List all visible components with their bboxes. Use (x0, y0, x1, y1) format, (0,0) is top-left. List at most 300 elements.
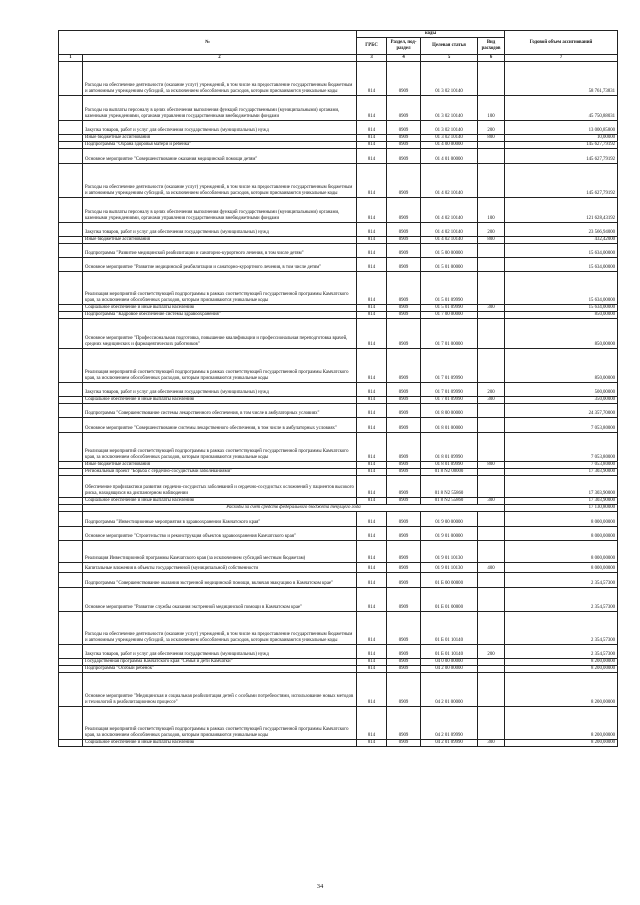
grbs-cell: 814 (357, 573, 387, 588)
table-row (59, 476, 618, 498)
item-name-cell: Подпрограмма "Развитие медицинской реабилитации и санаторно-курортного лечения, в том числе детям" (83, 244, 357, 258)
target-article-cell: 01 4 01 00000 (421, 149, 478, 164)
target-article-cell: 01 4 00 00000 (421, 142, 478, 149)
item-name-cell: Иные бюджетные ассигнования (83, 237, 357, 244)
expense-type-cell (478, 272, 505, 305)
section-cell: 0909 (387, 258, 421, 272)
table-row (59, 349, 618, 383)
section-cell: 0909 (387, 666, 421, 673)
target-article-cell: 01 8 01 00000 (421, 418, 478, 433)
grbs-cell: 814 (357, 512, 387, 527)
amount-cell: 850,00000 (505, 319, 618, 349)
expense-type-cell (478, 573, 505, 588)
section-cell: 0909 (387, 469, 421, 476)
grbs-cell: 814 (357, 135, 387, 142)
row-number-cell (59, 142, 83, 149)
target-article-cell: 01 3 02 10140 (421, 135, 478, 142)
row-number-cell (59, 462, 83, 469)
expense-type-cell (478, 666, 505, 673)
item-name-cell: Основное мероприятие "Медицинская и социальная реабилитация детей с особыми потребностями, использование новых методов и технологий в реабилитационном процессе" (83, 673, 357, 707)
row-number-cell (59, 418, 83, 433)
amount-cell: 121 628,43192 (505, 198, 618, 223)
item-name-cell: Реализация мероприятий соответствующей подпрограммы в рамках соответствующей государственной программы Камчатского края, за исключением обособленных расходов, которым присваиваются уникальные коды (83, 349, 357, 383)
item-name-cell: Закупка товаров, работ и услуг для обеспечения государственных (муниципальных) нужд (83, 645, 357, 659)
item-name-cell: Региональный проект "Борьба с сердечно-сосудистыми заболеваниями" (83, 469, 357, 476)
subtotal-label-cell: Расходы за счет средств федерального бюджета текущего года (83, 505, 505, 512)
expense-type-cell (478, 349, 505, 383)
table-row (59, 198, 618, 223)
table-row (59, 404, 618, 418)
amount-cell: 500,00000 (505, 383, 618, 397)
table-row (59, 149, 618, 164)
table-row (59, 305, 618, 312)
item-name-cell: Основное мероприятие "Развитие службы оказания экстренной медицинской помощи в Камчатском крае" (83, 588, 357, 612)
row-number-cell (59, 349, 83, 383)
item-name-cell: Подпрограмма "Особый ребенок" (83, 666, 357, 673)
row-number-cell (59, 469, 83, 476)
row-number-cell (59, 573, 83, 588)
row-number-cell (59, 164, 83, 198)
target-article-cell: 01 3 02 10140 (421, 96, 478, 121)
section-cell: 0909 (387, 433, 421, 462)
amount-cell: 17 303,90000 (505, 469, 618, 476)
item-name-cell: Подпрограмма "Совершенствование оказания экстренной медицинской помощи, включая эвакуацию в Камчатском крае" (83, 573, 357, 588)
table-row (59, 272, 618, 305)
amount-cell: 8 200,00000 (505, 666, 618, 673)
row-number-cell (59, 740, 83, 747)
section-cell: 0909 (387, 305, 421, 312)
grbs-cell: 814 (357, 707, 387, 740)
target-article-cell: 01 8 01 09990 (421, 433, 478, 462)
expense-type-cell: 300 (478, 397, 505, 404)
expense-type-cell (478, 418, 505, 433)
row-number-cell (59, 223, 83, 237)
section-cell: 0909 (387, 96, 421, 121)
target-article-cell: 04 2 01 00000 (421, 673, 478, 707)
table-row (59, 527, 618, 541)
annual-volume-header: Годовой объем ассигнований (505, 31, 618, 55)
target-article-cell: 01 Б 01 00000 (421, 588, 478, 612)
section-cell: 0909 (387, 312, 421, 319)
amount-cell: 8 000,00000 (505, 541, 618, 563)
table-row (59, 142, 618, 149)
grbs-cell: 814 (357, 476, 387, 498)
grbs-cell: 814 (357, 666, 387, 673)
grbs-cell: 814 (357, 164, 387, 198)
row-number-cell (59, 121, 83, 135)
amount-cell: 15 634,00000 (505, 272, 618, 305)
grbs-cell: 814 (357, 462, 387, 469)
target-article-cell: 01 3 02 10140 (421, 62, 478, 96)
section-cell: 0909 (387, 612, 421, 645)
table-row (59, 512, 618, 527)
item-name-cell: Иные бюджетные ассигнования (83, 462, 357, 469)
item-name-cell: Основное мероприятие "Профессиональная подготовка, повышение квалификации и профессиональная переподготовка врачей, средних медицинских и фармацевтических работников" (83, 319, 357, 349)
grbs-cell: 814 (357, 469, 387, 476)
codes-header: коды (357, 31, 505, 38)
target-article-cell: 01 8 01 09990 (421, 462, 478, 469)
expense-type-cell (478, 659, 505, 666)
row-number-cell (59, 476, 83, 498)
table-row (59, 319, 618, 349)
amount-cell: 850,00000 (505, 349, 618, 383)
amount-cell: 23 566,94000 (505, 223, 618, 237)
section-cell: 0909 (387, 397, 421, 404)
column-number: 5 (421, 55, 478, 62)
target-article-cell: 01 4 02 10140 (421, 198, 478, 223)
section-cell: 0909 (387, 237, 421, 244)
amount-cell: 2 354,57300 (505, 612, 618, 645)
section-header: Раздел, под-раздел (387, 38, 421, 55)
section-cell: 0909 (387, 588, 421, 612)
item-name-cell: Социальное обеспечение и иные выплаты населению (83, 740, 357, 747)
amount-cell: 17 303,90000 (505, 476, 618, 498)
table-row (59, 498, 618, 505)
item-name-cell: Подпрограмма "Кадровое обеспечение системы здравоохранения" (83, 312, 357, 319)
section-cell: 0909 (387, 573, 421, 588)
row-number-cell (59, 312, 83, 319)
expense-type-cell: 100 (478, 198, 505, 223)
grbs-cell: 814 (357, 121, 387, 135)
item-name-cell: Расходы на выплаты персоналу в целях обеспечения выполнения функций государственными (муниципальными) органами, казенными учреждениями, органами управления государственными внебюджетными фондами (83, 198, 357, 223)
column-number: 6 (478, 55, 505, 62)
amount-cell: 8 200,00000 (505, 659, 618, 666)
section-cell: 0909 (387, 198, 421, 223)
row-number-cell (59, 244, 83, 258)
grbs-cell: 814 (357, 397, 387, 404)
item-name-cell: Обеспечение профилактики развития сердечно-сосудистых заболеваний и сердечно-сосудистых осложнений у пациентов высокого риска, находящихся на диспансерном наблюдении (83, 476, 357, 498)
column-number: 4 (387, 55, 421, 62)
row-number-cell (59, 512, 83, 527)
target-article-cell: 01 7 01 09990 (421, 397, 478, 404)
target-article-cell: 04 2 01 09990 (421, 740, 478, 747)
target-article-cell: 01 9 00 00000 (421, 512, 478, 527)
expense-type-cell (478, 244, 505, 258)
item-name-cell: Расходы на обеспечение деятельности (оказание услуг) учреждений, в том числе на предоставление государственным бюджетным и автономным учреждениям субсидий, за исключением обособленных расходов, которым присваиваются уникальные коды (83, 62, 357, 96)
expense-type-cell: 800 (478, 237, 505, 244)
row-number-cell (59, 96, 83, 121)
column-number: 1 (59, 55, 83, 62)
section-cell: 0909 (387, 223, 421, 237)
grbs-cell: 814 (357, 198, 387, 223)
amount-cell: 8 000,00000 (505, 527, 618, 541)
item-name-cell: Расходы на обеспечение деятельности (оказание услуг) учреждений, в том числе на предоставление государственным бюджетным и автономным учреждениям субсидий, за исключением обособленных расходов, которым присваиваются уникальные коды (83, 164, 357, 198)
amount-cell: 7 053,80000 (505, 433, 618, 462)
section-cell: 0909 (387, 272, 421, 305)
target-article-cell: 01 3 02 10140 (421, 121, 478, 135)
amount-cell: 15 634,00000 (505, 305, 618, 312)
expense-type-cell: 300 (478, 305, 505, 312)
grbs-cell: 814 (357, 659, 387, 666)
expense-type-cell (478, 312, 505, 319)
grbs-cell: 814 (357, 223, 387, 237)
target-article-cell: 01 Б 01 10140 (421, 645, 478, 659)
grbs-cell: 814 (357, 349, 387, 383)
expense-type-cell: 300 (478, 740, 505, 747)
table-row (59, 164, 618, 198)
target-article-cell: 01 7 00 00000 (421, 312, 478, 319)
section-cell: 0909 (387, 512, 421, 527)
row-number-cell (59, 505, 83, 512)
item-name-cell: Иные бюджетные ассигнования (83, 135, 357, 142)
section-cell: 0909 (387, 244, 421, 258)
amount-cell: 10,00000 (505, 135, 618, 142)
item-name-cell: Реализация Инвестиционной программы Камчатского края (за исключением субсидий местным бюджетам) (83, 541, 357, 563)
section-cell: 0909 (387, 164, 421, 198)
expense-type-cell (478, 527, 505, 541)
target-article-cell: 04 2 01 09990 (421, 707, 478, 740)
amount-cell: 8 200,00000 (505, 740, 618, 747)
row-number-cell (59, 645, 83, 659)
table-row (59, 666, 618, 673)
table-row (59, 62, 618, 96)
item-name-cell: Расходы на обеспечение деятельности (оказание услуг) учреждений, в том числе на предоставление государственным бюджетным и автономным учреждениям субсидий, за исключением обособленных расходов, которым присваиваются уникальные коды (83, 612, 357, 645)
expense-type-cell (478, 588, 505, 612)
table-row (59, 135, 618, 142)
expense-type-cell (478, 612, 505, 645)
grbs-cell: 814 (357, 319, 387, 349)
item-name-cell: Реализация мероприятий соответствующей подпрограммы в рамках соответствующей государственной программы Камчатского края, за исключением обособленных расходов, которым присваиваются уникальные коды (83, 272, 357, 305)
section-cell: 0909 (387, 476, 421, 498)
grbs-cell: 814 (357, 673, 387, 707)
table-row (59, 96, 618, 121)
table-row (59, 397, 618, 404)
item-name-cell: Основное мероприятие "Строительство и реконструкция объектов здравоохранения Камчатского края" (83, 527, 357, 541)
amount-cell: 24 357,70000 (505, 404, 618, 418)
target-article-cell: 01 5 01 09990 (421, 305, 478, 312)
grbs-cell: 814 (357, 142, 387, 149)
item-name-cell: Подпрограмма "Охрана здоровья матери и ребенка" (83, 142, 357, 149)
table-row (59, 121, 618, 135)
item-name-cell: Подпрограмма "Совершенствование системы лекарственного обеспечения, в том числе в амбулаторных условиях" (83, 404, 357, 418)
section-cell: 0909 (387, 319, 421, 349)
expense-type-cell (478, 319, 505, 349)
table-row (59, 418, 618, 433)
expense-type-header: Вид расходов (478, 38, 505, 55)
expense-type-cell: 400 (478, 563, 505, 573)
item-name-cell: Капитальные вложения в объекты государственной (муниципальной) собственности (83, 563, 357, 573)
row-number-cell (59, 659, 83, 666)
section-cell: 0909 (387, 673, 421, 707)
target-article-cell: 01 7 01 09990 (421, 383, 478, 397)
amount-cell: 7 053,80000 (505, 418, 618, 433)
target-article-cell: 01 9 01 00000 (421, 527, 478, 541)
grbs-cell: 814 (357, 418, 387, 433)
target-article-cell: 01 4 02 10140 (421, 223, 478, 237)
amount-cell: 145 627,79192 (505, 149, 618, 164)
row-number-cell (59, 62, 83, 96)
section-cell: 0909 (387, 541, 421, 563)
table-row (59, 505, 618, 512)
table-row (59, 740, 618, 747)
amount-cell: 8 000,00000 (505, 563, 618, 573)
row-number-cell (59, 612, 83, 645)
table-row (59, 573, 618, 588)
table-row (59, 244, 618, 258)
section-cell: 0909 (387, 383, 421, 397)
target-article-cell: 01 9 01 10130 (421, 541, 478, 563)
section-cell: 0909 (387, 142, 421, 149)
target-article-cell: 01 8 00 00000 (421, 404, 478, 418)
table-row (59, 707, 618, 740)
expense-type-cell (478, 404, 505, 418)
amount-cell: 15 634,00000 (505, 244, 618, 258)
target-article-cell: 04 0 00 00000 (421, 659, 478, 666)
target-article-cell: 01 5 01 00000 (421, 258, 478, 272)
target-article-cell: 01 4 02 10140 (421, 164, 478, 198)
row-number-cell (59, 149, 83, 164)
amount-cell: 45 750,88031 (505, 96, 618, 121)
grbs-cell: 814 (357, 258, 387, 272)
row-number-cell (59, 588, 83, 612)
table-row (59, 237, 618, 244)
item-name-cell: Основное мероприятие "Совершенствование системы лекарственного обеспечения, в том числе в амбулаторных условиях" (83, 418, 357, 433)
target-article-cell: 01 8 N2 00000 (421, 469, 478, 476)
grbs-cell: 814 (357, 433, 387, 462)
section-cell: 0909 (387, 707, 421, 740)
target-article-header: Целевая статья (421, 38, 478, 55)
amount-cell: 850,00000 (505, 312, 618, 319)
target-article-cell: 01 7 01 09990 (421, 349, 478, 383)
grbs-cell: 814 (357, 96, 387, 121)
number-header: № (59, 31, 357, 55)
section-cell: 0909 (387, 645, 421, 659)
table-row (59, 588, 618, 612)
expense-type-cell (478, 512, 505, 527)
section-cell: 0909 (387, 149, 421, 164)
grbs-cell: 814 (357, 149, 387, 164)
section-cell: 0909 (387, 349, 421, 383)
expense-type-cell (478, 469, 505, 476)
row-number-cell (59, 305, 83, 312)
row-number-cell (59, 707, 83, 740)
section-cell: 0909 (387, 527, 421, 541)
item-name-cell: Закупка товаров, работ и услуг для обеспечения государственных (муниципальных) нужд (83, 121, 357, 135)
item-name-cell: Реализация мероприятий соответствующей подпрограммы в рамках соответствующей государственной программы Камчатского края, за исключением обособленных расходов, которым присваиваются уникальные коды (83, 707, 357, 740)
grbs-cell: 814 (357, 498, 387, 505)
amount-cell: 432,42000 (505, 237, 618, 244)
column-number: 7 (505, 55, 618, 62)
target-article-cell: 01 5 01 09990 (421, 272, 478, 305)
row-number-cell (59, 527, 83, 541)
item-name-cell: Социальное обеспечение и иные выплаты населению (83, 305, 357, 312)
grbs-header: ГРБС (357, 38, 387, 55)
row-number-cell (59, 272, 83, 305)
item-name-cell: Государственная программа Камчатского края "Семья и дети Камчатки" (83, 659, 357, 666)
row-number-cell (59, 541, 83, 563)
table-row (59, 645, 618, 659)
grbs-cell: 814 (357, 305, 387, 312)
grbs-cell: 814 (357, 588, 387, 612)
section-cell: 0909 (387, 418, 421, 433)
amount-cell: 2 354,57300 (505, 573, 618, 588)
expense-type-cell (478, 164, 505, 198)
item-name-cell: Основное мероприятие "Совершенствование оказания медицинской помощи детям" (83, 149, 357, 164)
grbs-cell: 814 (357, 62, 387, 96)
target-article-cell: 01 Б 01 10140 (421, 612, 478, 645)
expense-type-cell: 800 (478, 135, 505, 142)
amount-cell: 13 000,85800 (505, 121, 618, 135)
amount-cell: 145 627,79192 (505, 142, 618, 149)
grbs-cell: 814 (357, 244, 387, 258)
grbs-cell: 814 (357, 312, 387, 319)
grbs-cell: 814 (357, 740, 387, 747)
target-article-cell: 01 8 N2 55860 (421, 476, 478, 498)
expense-type-cell: 100 (478, 96, 505, 121)
expense-type-cell: 300 (478, 498, 505, 505)
grbs-cell: 814 (357, 612, 387, 645)
row-number-cell (59, 258, 83, 272)
target-article-cell: 01 9 01 10130 (421, 563, 478, 573)
target-article-cell: 01 7 01 00000 (421, 319, 478, 349)
section-cell: 0909 (387, 462, 421, 469)
table-row (59, 673, 618, 707)
table-row (59, 659, 618, 666)
row-number-cell (59, 666, 83, 673)
section-cell: 0909 (387, 498, 421, 505)
grbs-cell: 814 (357, 272, 387, 305)
row-number-cell (59, 135, 83, 142)
amount-cell: 58 761,73831 (505, 62, 618, 96)
expense-type-cell (478, 258, 505, 272)
grbs-cell: 814 (357, 404, 387, 418)
expense-type-cell: 200 (478, 223, 505, 237)
table-row (59, 223, 618, 237)
page-number: 34 (316, 883, 324, 890)
budget-table (58, 30, 618, 747)
row-number-cell (59, 404, 83, 418)
section-cell: 0909 (387, 62, 421, 96)
expense-type-cell (478, 433, 505, 462)
expense-type-cell (478, 541, 505, 563)
grbs-cell: 814 (357, 383, 387, 397)
row-number-cell (59, 198, 83, 223)
section-cell: 0909 (387, 740, 421, 747)
grbs-cell: 814 (357, 527, 387, 541)
target-article-cell: 01 Б 00 00000 (421, 573, 478, 588)
row-number-cell (59, 673, 83, 707)
expense-type-cell: 800 (478, 462, 505, 469)
row-number-cell (59, 563, 83, 573)
column-number: 3 (357, 55, 387, 62)
expense-type-cell (478, 476, 505, 498)
table-row (59, 469, 618, 476)
amount-cell: 145 627,79192 (505, 164, 618, 198)
expense-type-cell (478, 142, 505, 149)
amount-cell: 7 053,80000 (505, 462, 618, 469)
section-cell: 0909 (387, 659, 421, 666)
expense-type-cell (478, 149, 505, 164)
target-article-cell: 01 4 02 10140 (421, 237, 478, 244)
amount-cell: 15 634,00000 (505, 258, 618, 272)
expense-type-cell: 200 (478, 645, 505, 659)
target-article-cell: 01 5 00 00000 (421, 244, 478, 258)
table-row (59, 462, 618, 469)
amount-cell: 8 000,00000 (505, 512, 618, 527)
row-number-cell (59, 383, 83, 397)
target-article-cell: 01 8 N2 55860 (421, 498, 478, 505)
item-name-cell: Расходы на выплаты персоналу в целях обеспечения выполнения функций государственными (муниципальными) органами, казенными учреждениями, органами управления государственными внебюджетными фондами (83, 96, 357, 121)
expense-type-cell (478, 62, 505, 96)
table-row (59, 541, 618, 563)
item-name-cell: Закупка товаров, работ и услуг для обеспечения государственных (муниципальных) нужд (83, 223, 357, 237)
expense-type-cell: 200 (478, 121, 505, 135)
amount-cell: 8 200,00000 (505, 707, 618, 740)
grbs-cell: 814 (357, 645, 387, 659)
amount-cell: 17 130,80000 (505, 505, 618, 512)
table-row (59, 612, 618, 645)
amount-cell: 2 354,57300 (505, 645, 618, 659)
